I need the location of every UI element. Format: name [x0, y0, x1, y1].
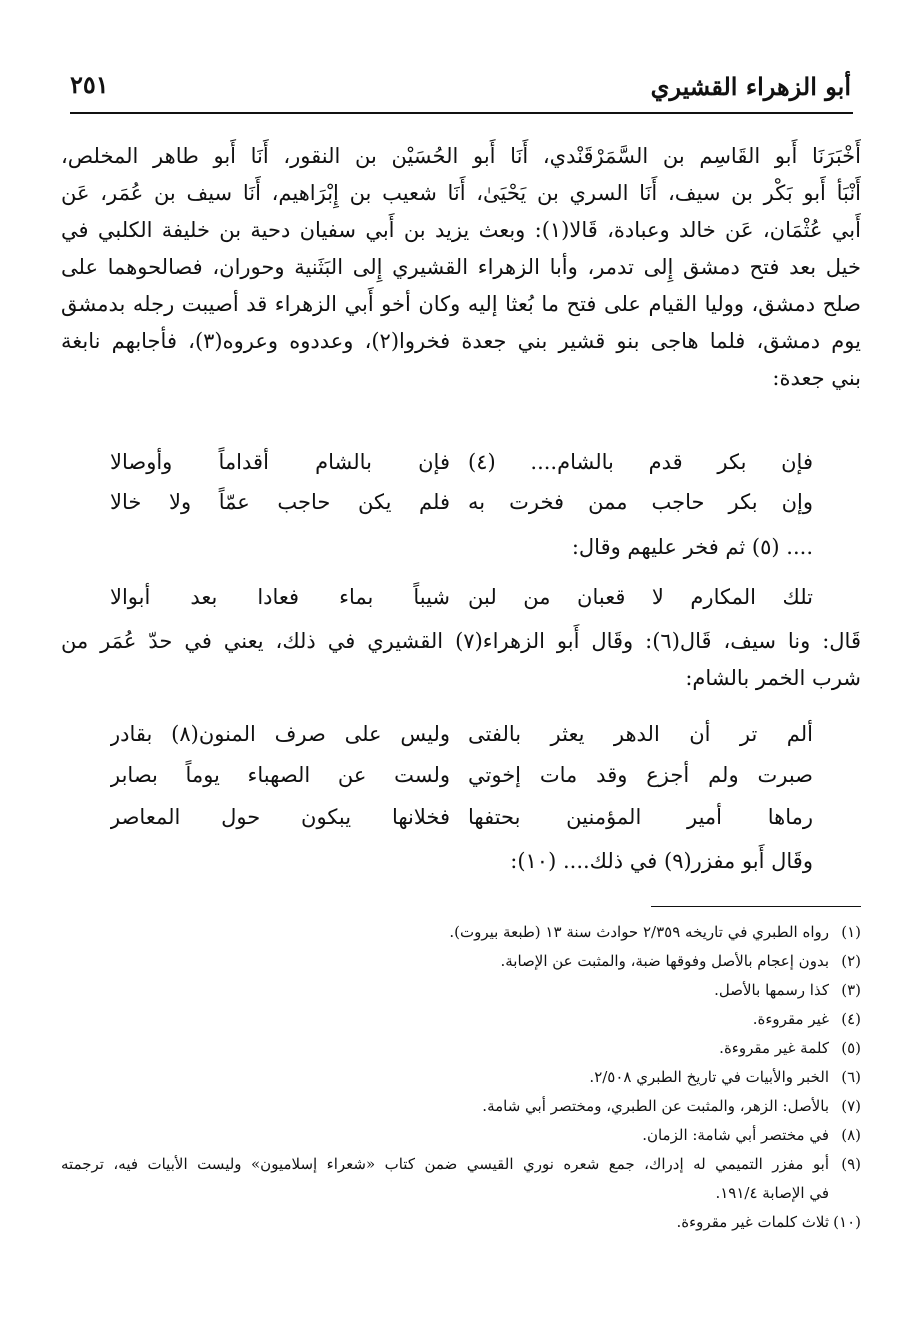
footnote-text: أبو مفزر التميمي له إدراك، جمع شعره نوري القيسي ضمن كتاب «شعراء إسلاميون» وليست الأبيات فيه، ترجمته: [61, 1155, 829, 1173]
verse-first-hemistich: فإن بكر قدم بالشام.... (٤): [468, 450, 813, 474]
footnote-text: كلمة غير مقروءة.: [719, 1039, 829, 1057]
text-line: شرب الخمر بالشام:: [685, 666, 861, 690]
footnote-number: (٩): [841, 1155, 861, 1173]
text-line: أَبي عُثْمَان، عَن خالد وعبادة، قَالا(١): وبعث يزيد بن أَبي سفيان دحية بن خليفة الكلبي في: [61, 218, 861, 242]
footnote-continuation: في الإصابة ١٩١/٤.: [715, 1184, 829, 1202]
verse-second-hemistich: فإن بالشام أقداماً وأوصالا: [110, 450, 450, 474]
footnote-text: بالأصل: الزهر، والمثبت عن الطبري، ومختصر أبي شامة.: [482, 1097, 829, 1115]
footnote-text: رواه الطبري في تاريخه ٢/٣٥٩ حوادث سنة ١٣ (طبعة بيروت).: [449, 923, 829, 941]
verse-first-hemistich: وإن بكر حاجب ممن فخرت به: [468, 490, 813, 514]
running-header-title: أبو الزهراء القشيري: [650, 72, 851, 101]
text-line: قَال: ونا سيف، قَال(٦): وقَال أَبو الزهراء(٧) القشيري في ذلك، يعني في حدّ عُمَر من: [61, 629, 861, 653]
footnotes: [61, 918, 861, 1237]
verse-second-hemistich: فخلانها يبكون حول المعاصر: [110, 805, 450, 829]
verse-second-hemistich: ولست عن الصهباء يوماً بصابر: [110, 763, 450, 787]
footnote-text: ثلاث كلمات غير مقروءة.: [676, 1213, 829, 1231]
footnote-number: (٥): [841, 1039, 861, 1057]
note-line: وقَال أَبو مفزر(٩) في ذلك.... (١٠):: [510, 849, 813, 873]
footnote-text: غير مقروءة.: [752, 1010, 829, 1028]
footnote: [61, 1034, 861, 1063]
verse-line: [110, 578, 813, 616]
verse-line: [110, 483, 813, 521]
footnote: [61, 947, 861, 976]
text-line: خيل بعد فتح دمشق إِلى تدمر، وأبا الزهراء القشيري إِلى البَثَنية وحوران، فصالحوهما على: [61, 255, 861, 279]
verse-second-hemistich: فلم يكن حاجب عمّاً ولا خالا: [110, 490, 450, 514]
prose-paragraph-2: [61, 623, 861, 697]
footnote: [61, 1092, 861, 1121]
footnote-divider: [651, 906, 861, 907]
verse-first-hemistich: ألم تر أن الدهر يعثر بالفتى: [468, 722, 813, 746]
verse-first-hemistich: رماها أمير المؤمنين بحتفها: [468, 805, 813, 829]
verse-second-hemistich: شيباً بماء فعادا بعد أبوالا: [110, 585, 450, 609]
footnote-number: (٦): [841, 1068, 861, 1086]
footnote-number: (٣): [841, 981, 861, 999]
header-divider: [70, 112, 853, 114]
footnote-text: في مختصر أبي شامة: الزمان.: [642, 1126, 829, 1144]
text-line: أَنْبَأ أَبو بَكْر بن سيف، أَنَا السري بن يَحْيَىٰ، أَنَا شعيب بن إِبْرَاهيم، أَنَا سيف بن عُمَر، عَن: [61, 181, 861, 205]
footnote: [61, 1208, 861, 1237]
verse-line: [110, 443, 813, 481]
footnote-number: (١٠): [833, 1213, 861, 1231]
footnote-number: (١): [841, 923, 861, 941]
footnote: [61, 1005, 861, 1034]
text-line: أَخْبَرَنَا أَبو القَاسِم بن السَّمَرْقَنْدي، أَنَا أَبو الحُسَيْن بن النقور، أَنَا أَبو طاهر المخلص،: [61, 144, 861, 168]
footnote: [61, 1121, 861, 1150]
page-number: ٢٥١: [70, 70, 109, 99]
footnote-text: كذا رسمها بالأصل.: [714, 981, 829, 999]
footnote-text: الخبر والأبيات في تاريخ الطبري ٢/٥٠٨.: [589, 1068, 829, 1086]
footnote: [61, 1063, 861, 1092]
text-line: بني جعدة:: [772, 366, 861, 390]
prose-paragraph-1: [61, 138, 861, 397]
footnote: [61, 976, 861, 1005]
text-line: صلح دمشق، ووليا القيام على فتح ما بُعثا إليه وكان أخو أَبي الزهراء قد أصيبت رجله بدمشق: [61, 292, 861, 316]
footnote-number: (٤): [841, 1010, 861, 1028]
footnote-text: بدون إعجام بالأصل وفوقها ضبة، والمثبت عن الإصابة.: [500, 952, 829, 970]
footnote-number: (٨): [841, 1126, 861, 1144]
verse-line: [110, 798, 813, 836]
note-line: .... (٥) ثم فخر عليهم وقال:: [571, 535, 813, 559]
footnote-number: (٢): [841, 952, 861, 970]
text-line: يوم دمشق، فلما هاجى بنو قشير بني جعدة فخروا(٢)، وعددوه وعروه(٣)، فأجابهم نابغة: [61, 329, 861, 353]
verse-line: [110, 756, 813, 794]
footnote: [61, 918, 861, 947]
verse-second-hemistich: وليس على صرف المنون(٨) بقادر: [110, 722, 450, 746]
footnote-number: (٧): [841, 1097, 861, 1115]
verse-first-hemistich: صبرت ولم أجزع وقد مات إخوتي: [468, 763, 813, 787]
verse-first-hemistich: تلك المكارم لا قعبان من لبن: [468, 585, 813, 609]
verse-line: [110, 715, 813, 753]
footnote: [61, 1150, 861, 1179]
